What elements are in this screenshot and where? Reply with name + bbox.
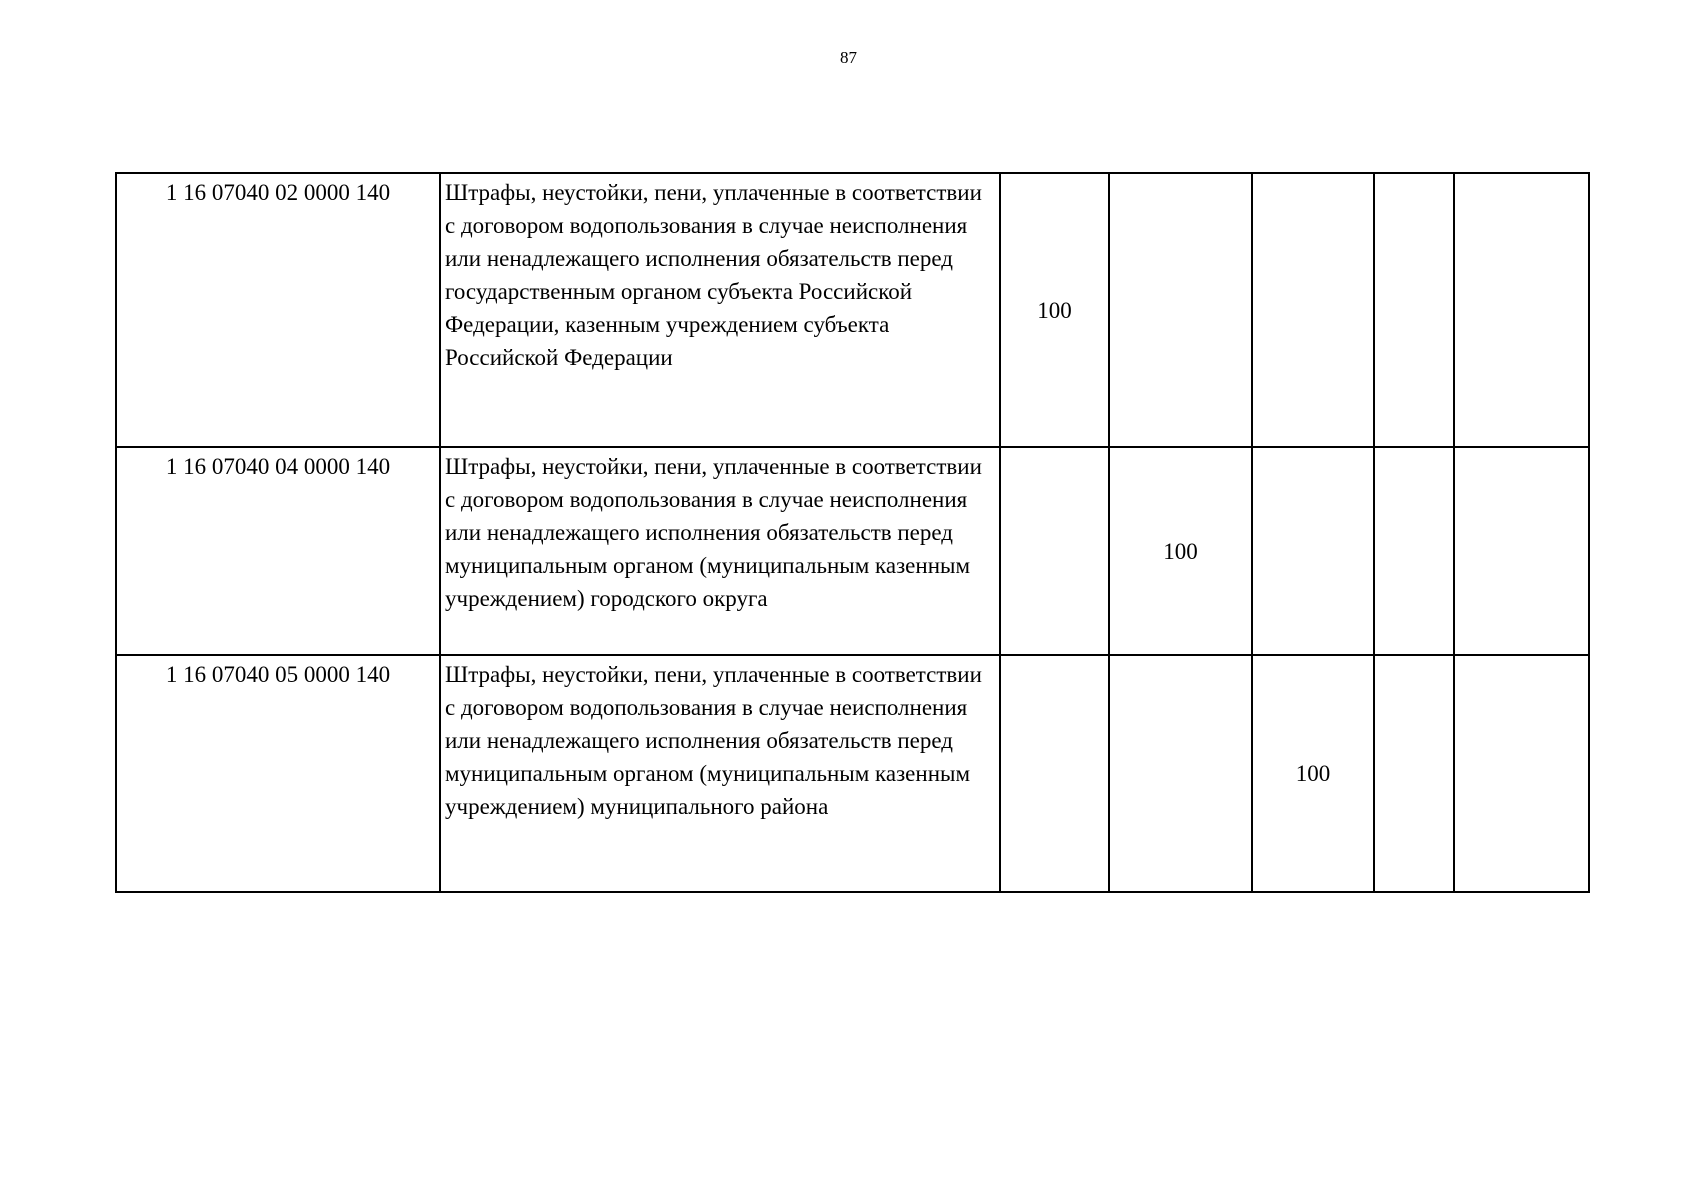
description-cell: Штрафы, неустойки, пени, уплаченные в соответствии с договором водопользования в случае неисполнения или ненадлежащего исполнения обязательств перед муниципальным органом (муниципальным казенным учреждением) муниципального района (440, 655, 1000, 892)
value-cell-col-1: 100 (1000, 173, 1109, 447)
budget-code-cell: 1 16 07040 05 0000 140 (116, 655, 440, 892)
value-cell-col-3 (1252, 173, 1374, 447)
value-cell-col-2: 100 (1109, 447, 1252, 655)
table-row (116, 655, 1589, 892)
value-cell-col-2 (1109, 655, 1252, 892)
description-cell: Штрафы, неустойки, пени, уплаченные в соответствии с договором водопользования в случае неисполнения или ненадлежащего исполнения обязательств перед государственным органом субъекта Российской Федерации, казенным учреждением субъекта Российской Федерации (440, 173, 1000, 447)
value-cell-col-1 (1000, 655, 1109, 892)
value-cell-col-4 (1374, 655, 1454, 892)
value-cell-col-2 (1109, 173, 1252, 447)
page-number: 87 (840, 48, 857, 67)
value-cell-col-4 (1374, 447, 1454, 655)
table-row (116, 447, 1589, 655)
table-row (116, 173, 1589, 447)
budget-code-cell: 1 16 07040 02 0000 140 (116, 173, 440, 447)
value-cell-col-4 (1374, 173, 1454, 447)
description-cell: Штрафы, неустойки, пени, уплаченные в соответствии с договором водопользования в случае неисполнения или ненадлежащего исполнения обязательств перед муниципальным органом (муниципальным казенным учреждением) городского округа (440, 447, 1000, 655)
revenue-distribution-table (115, 172, 1590, 893)
value-cell-col-3: 100 (1252, 655, 1374, 892)
value-cell-col-5 (1454, 447, 1589, 655)
value-cell-col-3 (1252, 447, 1374, 655)
budget-code-cell: 1 16 07040 04 0000 140 (116, 447, 440, 655)
value-cell-col-1 (1000, 447, 1109, 655)
value-cell-col-5 (1454, 173, 1589, 447)
value-cell-col-5 (1454, 655, 1589, 892)
